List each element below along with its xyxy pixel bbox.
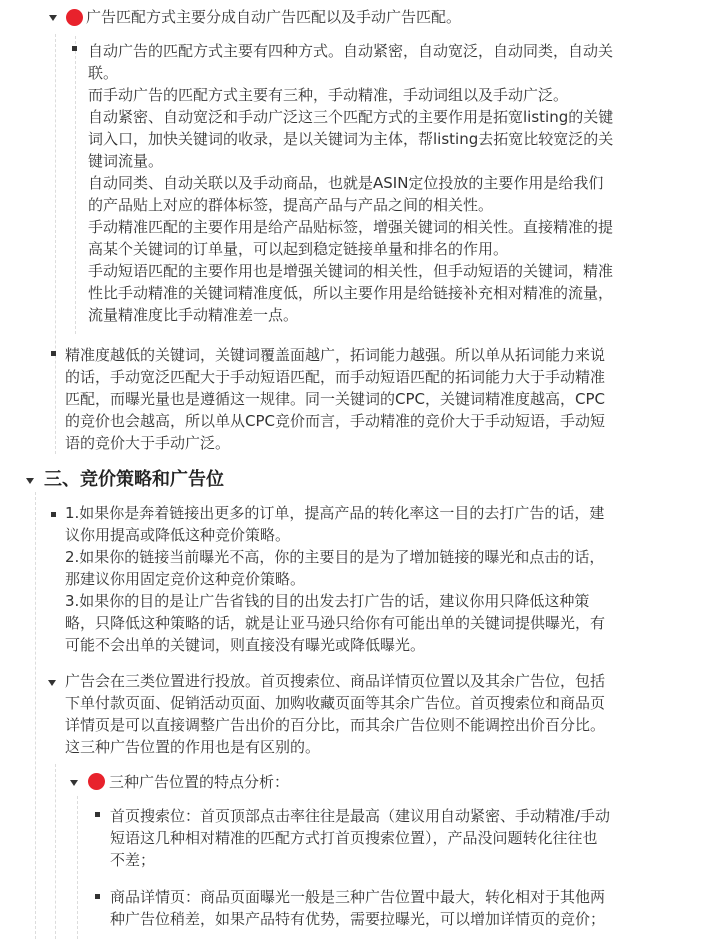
text-line: 可能不会出单的关键词，则直接没有曝光或降低曝光。 xyxy=(65,636,426,654)
text-line: 高某个关键词的订单量，可以起到稳定链接单量和排名的作用。 xyxy=(88,240,509,258)
item-text: 广告匹配方式主要分成自动广告匹配以及手动广告匹配。 xyxy=(86,8,462,26)
text-line: 的话，手动宽泛匹配大于手动短语匹配，而手动短语匹配的拓词能力大于手动精准 xyxy=(65,368,606,386)
text-line: 手动短语匹配的主要作用也是增强关键词的相关性，但手动短语的关键词，精准 xyxy=(88,262,614,280)
text-line: 手动精准匹配的主要作用是给产品贴标签，增强关键词的相关性。直接精准的提 xyxy=(88,218,614,236)
features-label-row xyxy=(109,771,289,793)
features-label: 三种广告位置的特点分析： xyxy=(109,773,290,791)
text-line: 而手动广告的匹配方式主要有三种，手动精准，手动词组以及手动广泛。 xyxy=(88,86,569,104)
home-search-paragraph xyxy=(110,805,610,871)
text-line: 自动同类、自动关联以及手动商品，也就是ASIN定位投放的主要作用是给我们 xyxy=(88,174,604,192)
collapse-triangle-icon[interactable] xyxy=(70,780,78,786)
text-line: 这三种广告位置的作用也是有区别的。 xyxy=(65,738,321,756)
indent-guide-features xyxy=(77,796,78,939)
text-line: 性比手动精准的关键词精准度低，所以主要作用是给链接补充相对精准的流量， xyxy=(88,284,614,302)
text-line: 语的竞价大于手动广泛。 xyxy=(65,434,231,452)
item-auto-manual xyxy=(86,6,461,28)
detail-paragraph xyxy=(88,40,613,326)
text-line: 那建议你用固定竞价这种竞价策略。 xyxy=(65,570,306,588)
strategy-paragraph xyxy=(65,502,605,656)
collapse-triangle-icon[interactable] xyxy=(26,478,34,484)
text-line: 自动紧密、自动宽泛和手动广泛这三个匹配方式的主要作用是拓宽listing的关键 xyxy=(88,108,614,126)
text-line: 匹配，而曝光量也是遵循这一规律。同一关键词的CPC，关键词精准度越高，CPC xyxy=(65,390,605,408)
indent-guide-section xyxy=(35,492,36,939)
text-line: 短语这几种相对精准的匹配方式打首页搜索位置），产品没问题转化往往也 xyxy=(110,829,598,847)
text-line: 商品详情页：商品页面曝光一般是三种广告位置中最大，转化相对于其他两 xyxy=(110,888,606,906)
text-line: 议你用提高或降低这种竞价策略。 xyxy=(65,526,291,544)
bullet-square-icon xyxy=(72,46,77,51)
collapse-triangle-icon[interactable] xyxy=(48,680,56,686)
text-line: 首页搜索位：首页顶部点击率往往是最高（建议用自动紧密、手动精准/手动 xyxy=(110,807,611,825)
bullet-square-icon xyxy=(51,512,56,517)
text-line: 不差； xyxy=(110,851,156,869)
bullet-square-icon xyxy=(95,812,100,817)
detail-page-paragraph xyxy=(110,886,605,930)
collapse-triangle-icon[interactable] xyxy=(49,15,57,21)
text-line: 2.如果你的链接当前曝光不高，你的主要目的是为了增加链接的曝光和点击的话， xyxy=(65,548,605,566)
text-line: 精准度越低的关键词，关键词覆盖面越广，拓词能力越强。所以单从拓词能力来说 xyxy=(65,346,606,364)
text-line: 广告会在三类位置进行投放。首页搜索位、商品详情页位置以及其余广告位，包括 xyxy=(65,672,606,690)
text-line: 的竞价也会越高，所以单从CPC竞价而言，手动精准的竞价大于手动短语，手动短 xyxy=(65,412,605,430)
section-heading: 三、竞价策略和广告位 xyxy=(44,469,224,490)
bullet-square-icon xyxy=(51,351,56,356)
precision-paragraph xyxy=(65,344,605,454)
text-line: 自动广告的匹配方式主要有四种方式。自动紧密，自动宽泛，自动同类，自动关 xyxy=(88,42,614,60)
bullet-square-icon xyxy=(95,894,100,899)
text-line: 3.如果你的目的是让广告省钱的目的出发去打广告的话，建议你用只降低这种策 xyxy=(65,592,590,610)
text-line: 的产品贴上对应的群体标签，提高产品与产品之间的相关性。 xyxy=(88,196,494,214)
indent-guide-placement xyxy=(55,764,56,939)
indent-guide-level2 xyxy=(75,36,76,334)
text-line: 流量精准度比手动精准差一点。 xyxy=(88,306,299,324)
text-line: 词入口，加快关键词的收录，是以关键词为主体，帮listing去拓宽比较宽泛的关 xyxy=(88,130,614,148)
red-circle-icon xyxy=(88,773,105,790)
text-line: 联。 xyxy=(88,64,119,82)
text-line: 略，只降低这种策略的话，就是让亚马逊只给你有可能出单的关键词提供曝光，有 xyxy=(65,614,606,632)
text-line: 详情页是可以直接调整广告出价的百分比，而其余广告位则不能调控出价百分比。 xyxy=(65,716,606,734)
placement-paragraph xyxy=(65,670,605,758)
text-line: 下单付款页面、促销活动页面、加购收藏页面等其余广告位。首页搜索位和商品页 xyxy=(65,694,606,712)
indent-guide-level1 xyxy=(55,34,56,454)
text-line: 种广告位稍差，如果产品特有优势，需要拉曝光，可以增加详情页的竞价； xyxy=(110,910,606,928)
red-circle-icon xyxy=(66,9,83,26)
text-line: 键词流量。 xyxy=(88,152,164,170)
text-line: 1.如果你是奔着链接出更多的订单，提高产品的转化率这一目的去打广告的话，建 xyxy=(65,504,605,522)
